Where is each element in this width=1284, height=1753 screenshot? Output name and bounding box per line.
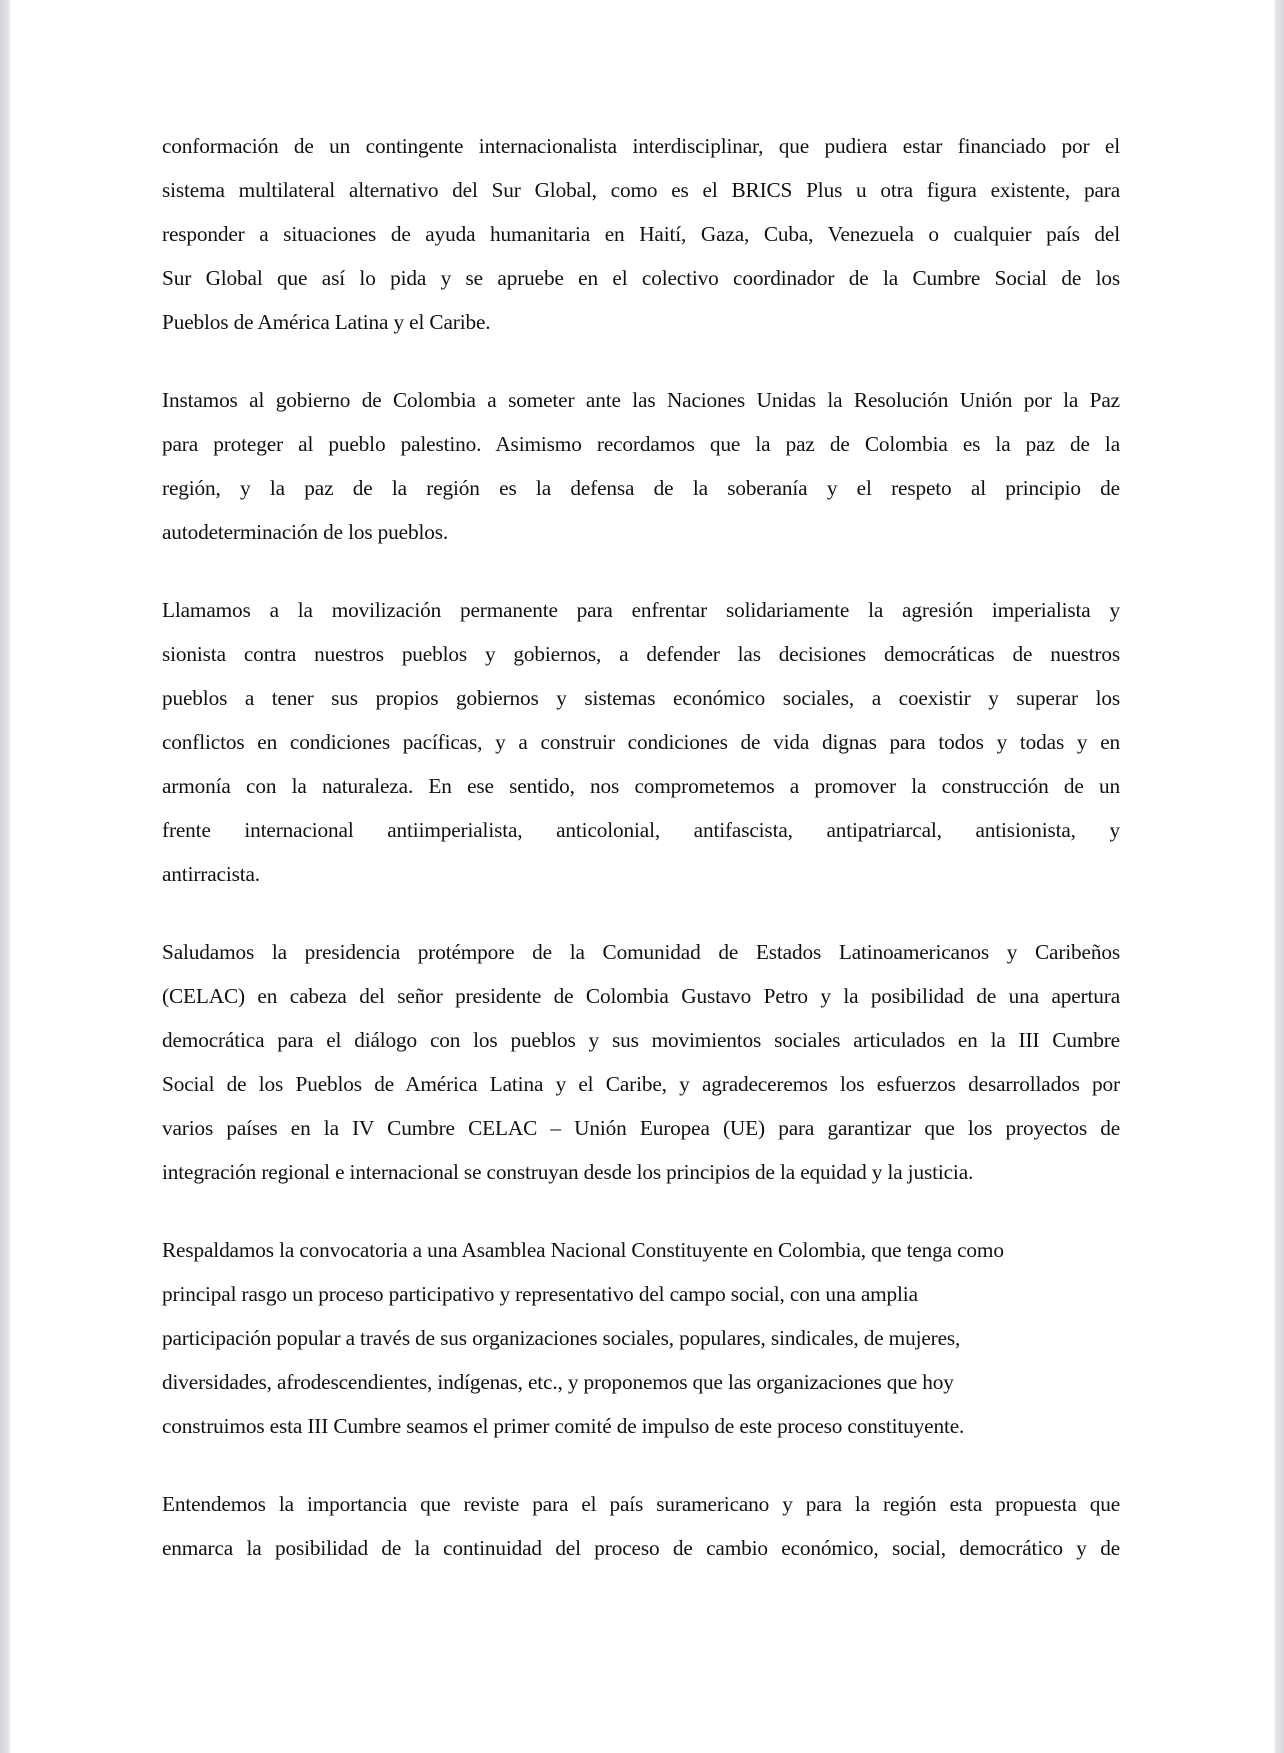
text-line: Entendemos la importancia que reviste para el país suramericano y para la región esta propuesta que <box>162 1492 1120 1516</box>
text-line: antirracista. <box>162 862 260 886</box>
paragraph-instamos <box>162 378 1120 554</box>
text-line: varios países en la IV Cumbre CELAC – Unión Europea (UE) para garantizar que los proyectos de <box>162 1116 1120 1140</box>
text-line: para proteger al pueblo palestino. Asimismo recordamos que la paz de Colombia es la paz de la <box>162 432 1120 456</box>
paragraph-saludamos <box>162 930 1120 1194</box>
text-line: participación popular a través de sus organizaciones sociales, populares, sindicales, de mujeres, <box>162 1326 961 1350</box>
text-line: frente internacional antiimperialista, anticolonial, antifascista, antipatriarcal, antisionista, y <box>162 818 1120 842</box>
text-line: Pueblos de América Latina y el Caribe. <box>162 310 491 334</box>
text-line: principal rasgo un proceso participativo y representativo del campo social, con una amplia <box>162 1282 918 1306</box>
text-line: enmarca la posibilidad de la continuidad del proceso de cambio económico, social, democrático y de <box>162 1536 1120 1560</box>
text-line: pueblos a tener sus propios gobiernos y sistemas económico sociales, a coexistir y superar los <box>162 686 1120 710</box>
text-line: autodeterminación de los pueblos. <box>162 520 449 544</box>
paragraph-llamamos <box>162 588 1120 896</box>
paragraph-internacionalista <box>162 124 1120 344</box>
text-line: Instamos al gobierno de Colombia a someter ante las Naciones Unidas la Resolución Unión por la Paz <box>162 388 1120 412</box>
text-line: región, y la paz de la región es la defensa de la soberanía y el respeto al principio de <box>162 476 1120 500</box>
text-line: democrática para el diálogo con los pueblos y sus movimientos sociales articulados en la III Cumbre <box>162 1028 1120 1052</box>
text-line: conformación de un contingente internacionalista interdisciplinar, que pudiera estar financiado por el <box>162 134 1120 158</box>
text-line: (CELAC) en cabeza del señor presidente de Colombia Gustavo Petro y la posibilidad de una apertura <box>162 984 1120 1008</box>
text-line: Social de los Pueblos de América Latina y el Caribe, y agradeceremos los esfuerzos desarrollados por <box>162 1072 1120 1096</box>
text-line: Saludamos la presidencia protémpore de la Comunidad de Estados Latinoamericanos y Caribeños <box>162 940 1120 964</box>
text-line: construimos esta III Cumbre seamos el primer comité de impulso de este proceso constituyente. <box>162 1414 965 1438</box>
paragraph-entendemos <box>162 1482 1120 1570</box>
text-line: responder a situaciones de ayuda humanitaria en Haití, Gaza, Cuba, Venezuela o cualquier país del <box>162 222 1120 246</box>
text-line: integración regional e internacional se construyan desde los principios de la equidad y la justicia. <box>162 1160 974 1184</box>
document-body <box>162 124 1120 1604</box>
text-line: armonía con la naturaleza. En ese sentido, nos comprometemos a promover la construcción de un <box>162 774 1120 798</box>
text-line: Sur Global que así lo pida y se apruebe en el colectivo coordinador de la Cumbre Social de los <box>162 266 1120 290</box>
text-line: diversidades, afrodescendientes, indígenas, etc., y proponemos que las organizaciones que hoy <box>162 1370 954 1394</box>
document-page[interactable] <box>11 0 1274 1753</box>
paragraph-respaldamos <box>162 1228 1120 1448</box>
text-line: conflictos en condiciones pacíficas, y a construir condiciones de vida dignas para todos y todas y en <box>162 730 1120 754</box>
text-line: sistema multilateral alternativo del Sur Global, como es el BRICS Plus u otra figura existente, para <box>162 178 1120 202</box>
text-line: sionista contra nuestros pueblos y gobiernos, a defender las decisiones democráticas de nuestros <box>162 642 1120 666</box>
text-line: Respaldamos la convocatoria a una Asamblea Nacional Constituyente en Colombia, que tenga como <box>162 1238 1004 1262</box>
text-line: Llamamos a la movilización permanente para enfrentar solidariamente la agresión imperialista y <box>162 598 1120 622</box>
